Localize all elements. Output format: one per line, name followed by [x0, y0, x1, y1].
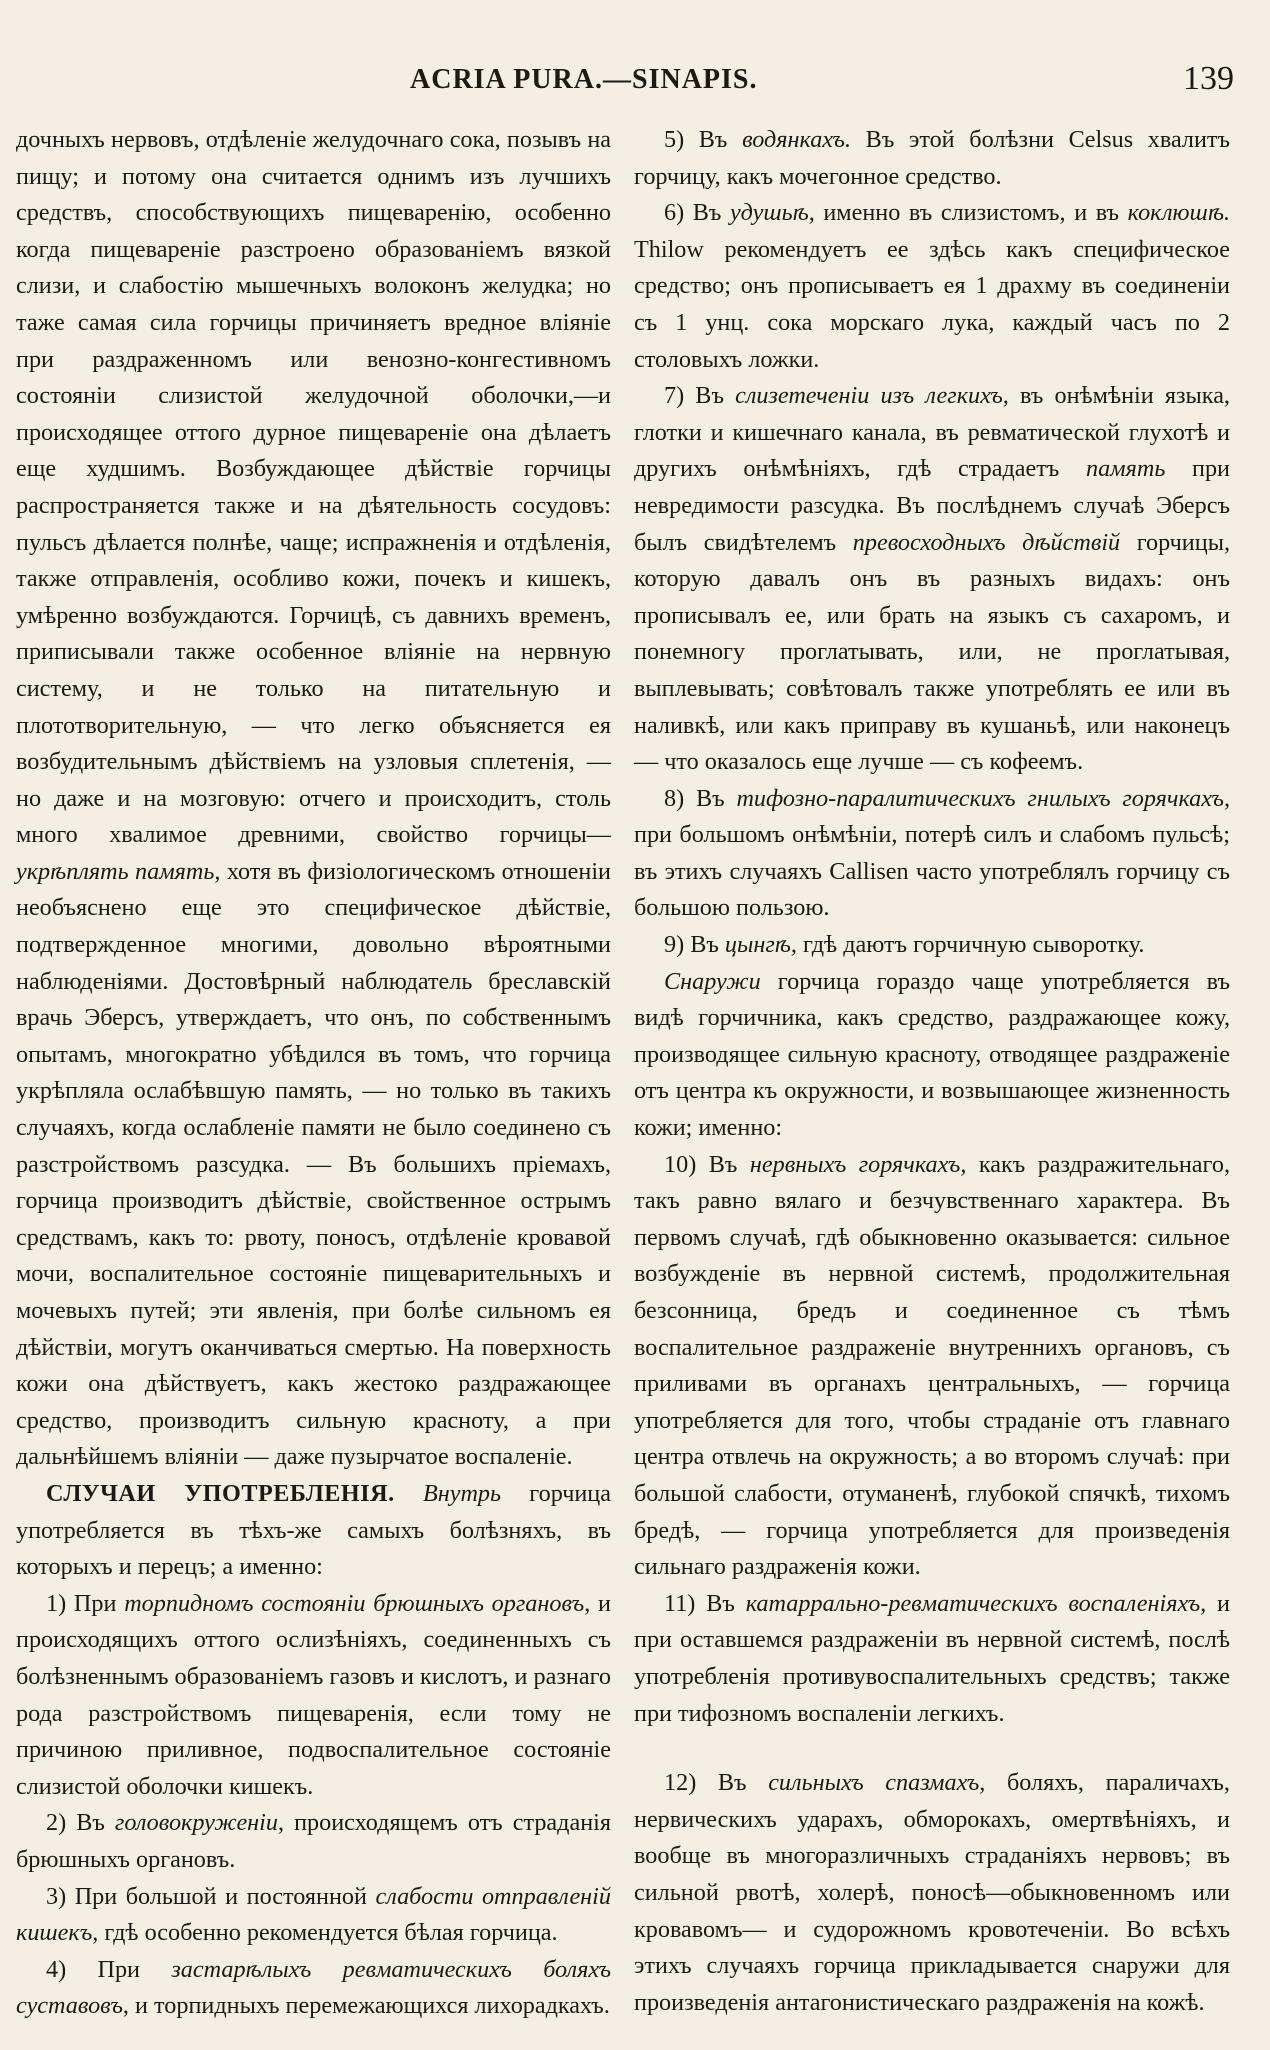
list-item-2: 2) Въ головокруженіи, происходящемъ отъ страданія брюшныхъ органовъ. [16, 1809, 611, 1873]
continued-paragraph: дочныхъ нервовъ, отдѣленіе желудочнаго сока, позывъ на пищу; и потому она считается однимъ изъ лучшихъ средствъ, способствующихъ пищеваренію, особенно когда пищевареніе разстроено образованіемъ вязкой слизи, и слабостію мышечныхъ волоконъ желудка; но таже самая сила горчицы причиняетъ вредное вліяніе при раздраженномъ или венозно-конгестивномъ состояніи слизистой желудочной оболочки,—и происходящее оттого дурное пищевареніе она дѣлаетъ еще худшимъ. Возбуждающее дѣйствіе горчицы распространяется также и на дѣятельность сосудовъ: пульсъ дѣлается полнѣе, чаще; испражненія и отдѣленія, также отправленія, особливо кожи, почекъ и кишекъ, умѣренно возбуждаются. Горчицѣ, съ давнихъ временъ, приписывали также особенное вліяніе на нервную систему, и не только на питательную и плототворительную, — что легко объясняется ея возбудительнымъ дѣйствіемъ на узловыя сплетенія, — но даже и на мозговую: отчего и происходитъ, столь много хвалимое древними, свойство горчицы—укрѣплять память, хотя въ физіологическомъ отношеніи необъяснено еще это специфическое дѣйствіе, подтвержденное многими, довольно вѣроятными наблюденіями. Достовѣрный наблюдатель бреславскій врачь Эберсъ, утверждаетъ, что онъ, по собственнымъ опытамъ, многократно убѣдился въ томъ, что горчица укрѣпляла ослабѣвшую память, — но только въ такихъ случаяхъ, когда ослабленіе памяти не было соединено съ разстройствомъ разсудка. — Въ большихъ пріемахъ, горчица производитъ дѣйствіе, свойственное острымъ средствамъ, какъ то: рвоту, поносъ, отдѣленіе кровавой мочи, воспалительное состояніе пищеварительныхъ и мочевыхъ путей; эти явленія, при болѣе сильномъ ея дѣйствіи, могутъ оканчиваться смертью. На поверхность кожи она дѣйствуетъ, какъ жестоко раздражающее средство, производитъ сильную красноту, а при дальнѣйшемъ вліяніи — даже пузырчатое воспаленіе. [16, 126, 611, 1471]
page-number: 139 [1183, 60, 1234, 97]
left-column [16, 122, 611, 2030]
right-column [634, 122, 1230, 2030]
list-item-3: 3) При большой и постоянной слабости отправленій кишекъ, гдѣ особенно рекомендуется бѣлая горчица. [16, 1882, 611, 1947]
list-item-9: 9) Въ цынгѣ, гдѣ даютъ горчичную сыворотку. [664, 931, 1145, 959]
section-heading: СЛУЧАИ УПОТРЕБЛЕНІЯ. [46, 1479, 395, 1507]
list-item-8: 8) Въ тифозно-паралитическихъ гнилыхъ горячкахъ, при большомъ онѣмѣніи, потерѣ силъ и слабомъ пульсѣ; въ этихъ случаяхъ Callisen часто употреблялъ горчицу съ большою пользою. [634, 784, 1230, 922]
list-item-5: 5) Въ водянкахъ. Въ этой болѣзни Celsus хвалитъ горчицу, какъ мочегонное средство. [634, 126, 1230, 190]
list-item-6: 6) Въ удушьѣ, именно въ слизистомъ, и въ коклюшѣ. Thilow рекомендуетъ ее здѣсь какъ специфическое средство; онъ прописываетъ ея 1 драхму въ соединеніи съ 1 унц. сока морскаго лука, каждый часъ по 2 столовыхъ ложки. [634, 199, 1230, 373]
running-title: ACRIA PURA.—SINAPIS. [410, 64, 758, 95]
page-header [0, 62, 1270, 106]
external-use-paragraph: Снаружи горчица гораздо чаще употребляется въ видѣ горчичника, какъ средство, раздражающее кожу, производящее сильную красноту, отводящее раздраженіе отъ центра къ окружности, и возвышающее жизненность кожи; именно: [634, 967, 1230, 1142]
list-item-4: 4) При застарѣлыхъ ревматическихъ боляхъ суставовъ, и торпидныхъ перемежающихся лихорадкахъ. [16, 1955, 612, 2020]
list-item-7: 7) Въ слизетеченіи изъ легкихъ, въ онѣмѣніи языка, глотки и кишечнаго канала, въ ревматической глухотѣ и другихъ онѣмѣніяхъ, гдѣ страдаетъ память при невредимости разсудка. Въ послѣднемъ случаѣ Эберсъ былъ свидѣтелемъ превосходныхъ дѣйствій горчицы, которую давалъ онъ въ разныхъ видахъ: онъ прописывалъ ее, или брать на языкъ съ сахаромъ, и понемногу проглатывать, или, не проглатывая, выплевывать; совѣтовалъ также употреблять ее или въ наливкѣ, или какъ приправу въ кушаньѣ, или наконецъ — что оказалось еще лучше — съ кофеемъ. [634, 382, 1230, 776]
usage-section-intro: СЛУЧАИ УПОТРЕБЛЕНІЯ. Внутрь горчица употребляется въ тѣхъ-же самыхъ болѣзняхъ, въ которыхъ и перецъ; а именно: [16, 1479, 611, 1581]
list-item-11: 11) Въ катаррально-ревматическихъ воспаленіяхъ, и при оставшемся раздраженіи въ нервной системѣ, послѣ употребленія противувоспалительныхъ средствъ; также при тифозномъ воспаленіи легкихъ. [634, 1589, 1231, 1727]
list-item-12: 12) Въ сильныхъ спазмахъ, боляхъ, параличахъ, нервическихъ ударахъ, обморокахъ, омертвѣніяхъ, и вообще въ многоразличныхъ страданіяхъ нервовъ; въ сильной рвотѣ, холерѣ, поносѣ—обыкновенномъ или кровавомъ— и судорожномъ кровотеченіи. Во всѣхъ этихъ случаяхъ горчица прикладывается снаружи для произведенія антагонистическаго раздраженія на кожѣ. [634, 1769, 1230, 2016]
list-item-10: 10) Въ нервныхъ горячкахъ, какъ раздражительнаго, такъ равно вялаго и безчувственнаго характера. Въ первомъ случаѣ, гдѣ обыкновенно оказывается: сильное возбужденіе въ нервной системѣ, продолжительная безсонница, бредъ и соединенное съ тѣмъ воспалительное раздраженіе внутреннихъ органовъ, съ приливами въ органахъ центральныхъ, — горчица употребляется для того, чтобы страданіе отъ главнаго центра отвлечь на окружность; а во второмъ случаѣ: при большой слабости, отуманенѣ, глубокой спячкѣ, тихомъ бредѣ, — горчица употребляется для произведенія сильнаго раздраженія кожи. [634, 1150, 1230, 1581]
list-item-1: 1) При торпидномъ состояніи брюшныхъ органовъ, и происходящихъ оттого ослизѣніяхъ, соединенныхъ съ болѣзненнымъ образованіемъ газовъ и кислотъ, и разнаго рода разстройствомъ пищеваренія, если тому не причиною приливное, подвоспалительное состояніе слизистой оболочки кишекъ. [16, 1589, 612, 1800]
